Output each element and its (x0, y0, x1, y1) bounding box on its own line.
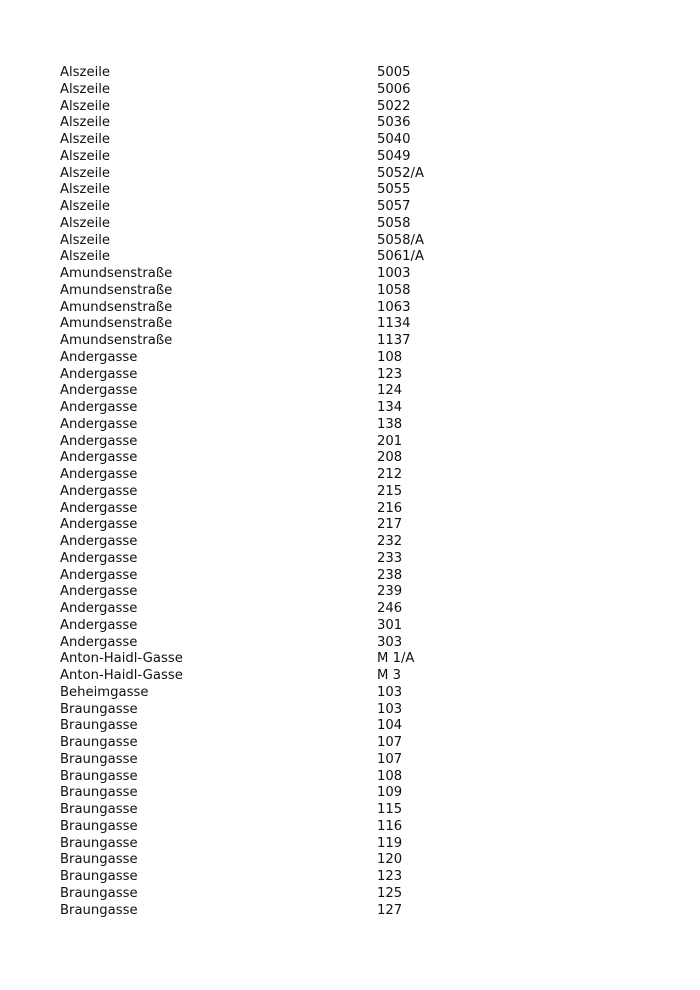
house-number: 233 (377, 550, 403, 566)
street-name: Andergasse (60, 433, 138, 449)
street-name: Amundsenstraße (60, 333, 173, 348)
street-name: Braungasse (60, 735, 138, 750)
table-row (60, 869, 460, 886)
street-name: Andergasse (60, 634, 138, 650)
house-number: 238 (377, 567, 403, 583)
street-name: Andergasse (60, 467, 138, 482)
table-row (60, 785, 460, 802)
house-number: 125 (377, 885, 403, 901)
house-number: 109 (377, 785, 403, 801)
table-row (60, 484, 460, 501)
street-name: Amundsenstraße (60, 316, 173, 332)
street-name: Braungasse (60, 835, 138, 851)
house-number: 104 (377, 718, 403, 734)
street-name: Andergasse (60, 416, 138, 432)
street-name: Andergasse (60, 400, 138, 415)
street-name: Anton-Haidl-Gasse (60, 668, 183, 683)
house-number: 5057 (377, 199, 411, 214)
table-row (60, 450, 460, 467)
house-number: 216 (377, 500, 403, 516)
table-row (60, 752, 460, 769)
house-number: 5055 (377, 182, 411, 198)
table-row (60, 166, 460, 183)
table-row (60, 517, 460, 534)
street-name: Andergasse (60, 584, 138, 600)
house-number: 208 (377, 450, 403, 466)
table-row (60, 383, 460, 400)
house-number: 123 (377, 869, 403, 884)
street-name: Alszeile (60, 215, 111, 231)
table-row (60, 400, 460, 417)
house-number: 1137 (377, 333, 411, 348)
house-number: M 1/A (377, 651, 415, 667)
street-name: Alszeile (60, 249, 111, 265)
house-number: 5061/A (377, 249, 425, 265)
street-name: Alszeile (60, 115, 111, 131)
street-name: Braungasse (60, 852, 138, 868)
street-name: Amundsenstraße (60, 266, 173, 281)
house-number: 123 (377, 366, 403, 382)
street-name: Andergasse (60, 483, 138, 499)
house-number: 212 (377, 467, 403, 482)
table-row (60, 819, 460, 836)
street-name: Alszeile (60, 98, 111, 114)
street-name: Andergasse (60, 500, 138, 516)
table-row (60, 635, 460, 652)
house-number: 107 (377, 735, 403, 750)
table-row (60, 584, 460, 601)
house-number: 5005 (377, 65, 411, 80)
street-name: Braungasse (60, 701, 138, 717)
house-number: 103 (377, 684, 403, 700)
house-number: 1134 (377, 316, 411, 332)
street-name: Alszeile (60, 182, 111, 198)
table-row (60, 685, 460, 702)
table-row (60, 434, 460, 451)
house-number: 103 (377, 701, 403, 717)
table-row (60, 769, 460, 786)
table-row (60, 367, 460, 384)
table-row (60, 99, 460, 116)
street-name: Braungasse (60, 718, 138, 734)
table-row (60, 300, 460, 317)
table-row (60, 852, 460, 869)
table-row (60, 568, 460, 585)
street-name: Braungasse (60, 751, 138, 767)
table-row (60, 115, 460, 132)
house-number: M 3 (377, 668, 401, 683)
house-number: 217 (377, 517, 403, 533)
street-name: Andergasse (60, 617, 138, 633)
street-name: Braungasse (60, 818, 138, 834)
table-row (60, 551, 460, 568)
house-number: 303 (377, 634, 403, 650)
table-row (60, 333, 460, 350)
house-number: 5022 (377, 98, 411, 114)
table-row (60, 601, 460, 618)
table-row (60, 216, 460, 233)
house-number: 134 (377, 400, 403, 415)
house-number: 1063 (377, 299, 411, 315)
house-number: 108 (377, 768, 403, 784)
house-number: 232 (377, 534, 403, 549)
street-name: Andergasse (60, 517, 138, 533)
street-name: Andergasse (60, 383, 138, 399)
street-name: Alszeile (60, 65, 111, 80)
table-row (60, 467, 460, 484)
street-name: Andergasse (60, 366, 138, 382)
house-number: 116 (377, 818, 403, 834)
table-row (60, 417, 460, 434)
street-name: Alszeile (60, 148, 111, 164)
house-number: 115 (377, 802, 403, 817)
street-name: Beheimgasse (60, 684, 149, 700)
house-number: 246 (377, 601, 403, 616)
table-row (60, 534, 460, 551)
street-name: Braungasse (60, 802, 138, 817)
table-row (60, 182, 460, 199)
street-name: Braungasse (60, 885, 138, 901)
table-row (60, 199, 460, 216)
house-number: 215 (377, 483, 403, 499)
house-number: 1058 (377, 282, 411, 298)
house-number: 5036 (377, 115, 411, 131)
table-row (60, 802, 460, 819)
house-number: 119 (377, 835, 403, 851)
street-name: Braungasse (60, 785, 138, 801)
house-number: 138 (377, 416, 403, 432)
table-row (60, 233, 460, 250)
table-row (60, 283, 460, 300)
house-number: 108 (377, 349, 403, 365)
house-number: 127 (377, 902, 403, 918)
table-row (60, 702, 460, 719)
table-row (60, 65, 460, 82)
table-row (60, 149, 460, 166)
street-name: Alszeile (60, 165, 111, 181)
street-name: Andergasse (60, 450, 138, 466)
street-name: Braungasse (60, 869, 138, 884)
table-row (60, 316, 460, 333)
street-name: Andergasse (60, 567, 138, 583)
table-row (60, 836, 460, 853)
street-name: Braungasse (60, 768, 138, 784)
street-name: Andergasse (60, 534, 138, 549)
table-row (60, 668, 460, 685)
table-row (60, 618, 460, 635)
house-number: 124 (377, 383, 403, 399)
house-number: 5058 (377, 215, 411, 231)
street-name: Alszeile (60, 81, 111, 97)
house-number: 1003 (377, 266, 411, 281)
street-name: Amundsenstraße (60, 299, 173, 315)
street-name: Amundsenstraße (60, 282, 173, 298)
table-row (60, 501, 460, 518)
table-row (60, 249, 460, 266)
house-number: 5040 (377, 132, 411, 147)
table-row (60, 266, 460, 283)
house-number: 5058/A (377, 232, 425, 248)
street-name: Anton-Haidl-Gasse (60, 651, 183, 667)
street-name: Alszeile (60, 132, 111, 147)
street-name: Alszeile (60, 199, 111, 214)
street-name: Braungasse (60, 902, 138, 918)
table-row (60, 651, 460, 668)
street-name: Andergasse (60, 550, 138, 566)
house-number: 239 (377, 584, 403, 600)
table-row (60, 903, 460, 920)
house-number: 5052/A (377, 165, 425, 181)
house-number: 201 (377, 433, 403, 449)
table-row (60, 886, 460, 903)
table-row (60, 350, 460, 367)
house-number: 107 (377, 751, 403, 767)
house-number: 5049 (377, 148, 411, 164)
table-row (60, 82, 460, 99)
street-name: Andergasse (60, 601, 138, 616)
table-row (60, 132, 460, 149)
street-name: Andergasse (60, 349, 138, 365)
table-row (60, 718, 460, 735)
table-row (60, 735, 460, 752)
house-number: 120 (377, 852, 403, 868)
house-number: 5006 (377, 81, 411, 97)
house-number: 301 (377, 617, 403, 633)
address-table (60, 65, 460, 919)
street-name: Alszeile (60, 232, 111, 248)
